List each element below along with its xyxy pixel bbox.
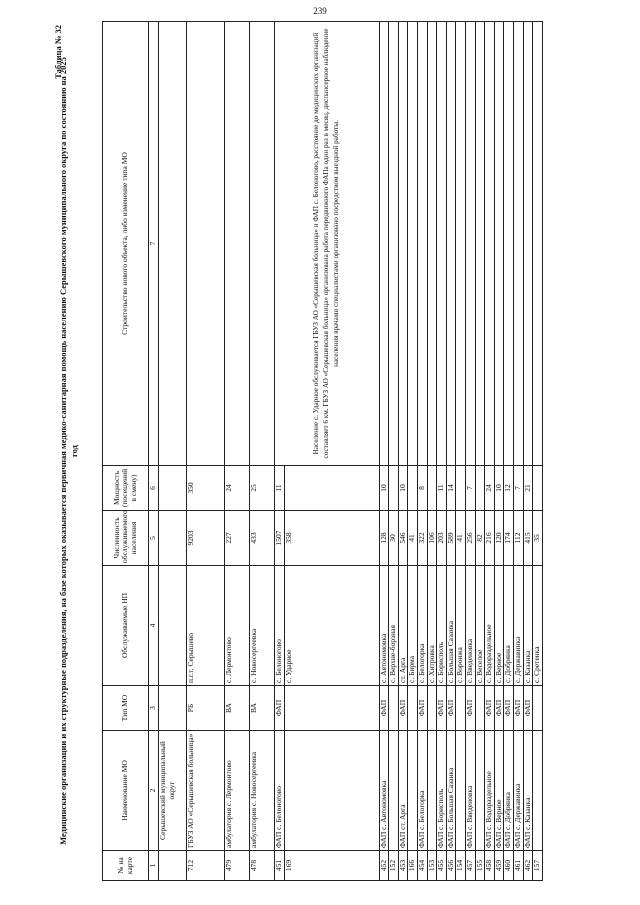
cell-build [417,22,427,466]
cell-np: с. Сретенка [533,566,543,686]
cell-build [513,22,523,466]
cell-num: 453 [398,851,408,881]
table-row [446,22,456,881]
cell-capacity: 10 [494,466,504,511]
cell-np: с. Веселое [475,566,485,686]
cell-build [389,22,399,466]
cell-num [159,851,187,881]
cell-np: с. Верное [494,566,504,686]
cell-mo-type: ФАП [437,686,447,731]
cell-mo-name [456,731,466,851]
cell-mo-type: ФАП [446,686,456,731]
cell-build [427,22,437,466]
col-number: 2 [149,731,159,851]
col-number: 6 [149,466,159,511]
cell-build [379,22,389,466]
cell-capacity: 11 [275,466,285,511]
table-body [149,22,543,881]
table-row [417,22,427,881]
cell-mo-name [533,731,543,851]
cell-mo-type: ФАП [504,686,514,731]
col-number: 3 [149,686,159,731]
cell-num: 451 [275,851,285,881]
cell-num: 155 [475,851,485,881]
cell-num: 461 [513,851,523,881]
column-number-row [149,22,159,881]
cell-np: с. Белогорка [417,566,427,686]
cell-build [533,22,543,466]
table-row [437,22,447,881]
cell-capacity [389,466,399,511]
cell-capacity: 14 [446,466,456,511]
header-cap: Мощность (посещений в смену) [103,466,149,511]
cell-build [398,22,408,466]
cell-population: 9203 [187,511,225,566]
cell-population: 433 [250,511,275,566]
cell-mo-type: ФАП [523,686,533,731]
cell-population: 174 [504,511,514,566]
table-row [504,22,514,881]
cell-np: с. Воронжа [456,566,466,686]
cell-np: с. Белоногово [275,566,285,686]
cell-note: Население с. Ударное обслуживается ГБУЗ АО «Серышевская больница» и ФАП с. Белоногово, расстояние до медицинских организаций составляет 6 км. ГБУЗ АО «Серышевская больница» организована работа передвижного ФАПа один раз в месяц, диспансерное наблюдение населения врачами специалистами организовано посредством выездной работы. [275,22,380,466]
header-num: № на карте [103,851,149,881]
cell-np: с. Лермонтово [225,566,250,686]
cell-population: 106 [427,511,437,566]
cell-mo-type: ФАП [275,686,285,731]
cell-num: 712 [187,851,225,881]
cell-np: с. Державинка [513,566,523,686]
district-name: Серышевский муниципальный округ [159,731,187,851]
table-row [275,22,285,881]
document-title: Медицинские организации и их структурные подразделения, на базе которых оказывается первичная медико-санитарная помощь населению Серышевского муниципального округа по состоянию на 2025 год [58,57,79,845]
cell-np: с. Водораздельное [485,566,495,686]
cell-mo-type: ФАП [379,686,389,731]
cell-np: с. Бирма [408,566,418,686]
header-type: Тип МО [103,686,149,731]
table-row [398,22,408,881]
col-number: 4 [149,566,159,686]
cell-mo-name: ФАП с. Большая Сазанка [446,731,456,851]
cell-mo-type: ВА [225,686,250,731]
cell-num: 459 [494,851,504,881]
cell-empty [159,22,187,466]
cell-build [250,22,275,466]
cell-mo-name: ФАП с. Автономовка [379,731,389,851]
cell-population: 216 [485,511,495,566]
cell-mo-name: ФАП с. Борисполь [437,731,447,851]
cell-np: с. Введеновка [465,566,475,686]
cell-np: с. Казанка [523,566,533,686]
cell-capacity: 7 [513,466,523,511]
cell-num: 456 [446,851,456,881]
table-row [513,22,523,881]
table-row [485,22,495,881]
cell-mo-name: ФАП с. Белогорка [417,731,427,851]
cell-np: с. Хитровка [427,566,437,686]
header-pop: Численность обслуживаемого населения [103,511,149,566]
cell-capacity: 10 [398,466,408,511]
cell-mo-name: ФАП с. Добрянка [504,731,514,851]
table-row [187,22,225,881]
cell-num: 452 [379,851,389,881]
cell-mo-type [456,686,466,731]
cell-np: ст. Арга [398,566,408,686]
table-row [456,22,466,881]
cell-mo-name [284,731,379,851]
col-number: 7 [149,22,159,466]
cell-mo-name: ФАП с. Верное [494,731,504,851]
cell-empty [159,686,187,731]
cell-build [523,22,533,466]
cell-build [485,22,495,466]
cell-population: 322 [417,511,427,566]
cell-num: 157 [533,851,543,881]
table-row [523,22,533,881]
cell-build [225,22,250,466]
cell-population: 203 [437,511,447,566]
cell-capacity: 24 [485,466,495,511]
cell-mo-name: амбулатория с. Новосергеевка [250,731,275,851]
cell-mo-name: ГБУЗ АО «Серышевская больница» [187,731,225,851]
cell-build [465,22,475,466]
cell-mo-name: амбулатория с. Лермонтово [225,731,250,851]
cell-population: 41 [408,511,418,566]
cell-empty [159,566,187,686]
cell-capacity: 11 [437,466,447,511]
cell-np: с. Ударное [284,566,379,686]
cell-population: 30 [389,511,399,566]
cell-np: с. Новосергеевка [250,566,275,686]
cell-population: 1507 [275,511,285,566]
cell-num: 153 [427,851,437,881]
cell-population: 41 [456,511,466,566]
cell-population: 589 [446,511,456,566]
cell-mo-type: РБ [187,686,225,731]
cell-mo-type: ФАП [465,686,475,731]
cell-mo-type: ФАП [485,686,495,731]
cell-empty [159,511,187,566]
table-row [408,22,418,881]
cell-build [446,22,456,466]
table-row [494,22,504,881]
cell-mo-name: ФАП с. Белоногово [275,731,285,851]
cell-capacity: 8 [417,466,427,511]
table-row [475,22,485,881]
cell-empty [159,466,187,511]
cell-np: с. Добрянка [504,566,514,686]
cell-np: п.г.т. Серышево [187,566,225,686]
cell-mo-name: ФАП ст. Арга [398,731,408,851]
cell-capacity [533,466,543,511]
cell-mo-type: ФАП [513,686,523,731]
header-build: Строительство нового объекта, либо изменение типа МО [103,22,149,466]
rotated-page-content [53,21,613,881]
cell-num: 479 [225,851,250,881]
cell-capacity: 10 [379,466,389,511]
table-row [465,22,475,881]
table-row [427,22,437,881]
cell-population: 256 [465,511,475,566]
cell-num: 457 [465,851,475,881]
table-label: Таблица № 32 [53,25,63,79]
col-number: 5 [149,511,159,566]
cell-mo-type: ФАП [494,686,504,731]
cell-num: 458 [485,851,495,881]
cell-np: с. Большая Сазанка [446,566,456,686]
cell-population: 35 [533,511,543,566]
cell-population: 546 [398,511,408,566]
cell-capacity: 24 [225,466,250,511]
cell-num: 166 [408,851,418,881]
cell-build [504,22,514,466]
cell-mo-type: ФАП [417,686,427,731]
cell-num: 454 [417,851,427,881]
district-row [159,22,187,881]
cell-num: 152 [389,851,399,881]
table-row [533,22,543,881]
cell-capacity: 350 [187,466,225,511]
cell-num: 460 [504,851,514,881]
cell-population: 358 [284,511,379,566]
cell-capacity [284,466,379,511]
cell-mo-type: ФАП [398,686,408,731]
cell-mo-type [533,686,543,731]
cell-mo-type [284,686,379,731]
table-container [102,21,543,881]
cell-capacity: 25 [250,466,275,511]
cell-num: 169 [284,851,379,881]
cell-population: 227 [225,511,250,566]
cell-build [408,22,418,466]
cell-mo-type: ВА [250,686,275,731]
cell-mo-name: ФАП с. Казанка [523,731,533,851]
table-row [225,22,250,881]
cell-mo-name: ФАП с. Водораздельное [485,731,495,851]
header-name: Наименование МО [103,731,149,851]
cell-population: 82 [475,511,485,566]
cell-np: с. Верхне-борзная [389,566,399,686]
table-row [250,22,275,881]
cell-population: 112 [513,511,523,566]
cell-mo-type [389,686,399,731]
cell-num: 154 [456,851,466,881]
cell-capacity: 7 [465,466,475,511]
cell-population: 128 [379,511,389,566]
cell-np: с. Борисполь [437,566,447,686]
cell-build [494,22,504,466]
cell-num: 462 [523,851,533,881]
cell-mo-name: ФАП с. Державинка [513,731,523,851]
cell-mo-name [389,731,399,851]
table-row [379,22,389,881]
cell-num: 455 [437,851,447,881]
cell-capacity: 21 [523,466,533,511]
table-row [389,22,399,881]
cell-num: 478 [250,851,275,881]
col-number: 1 [149,851,159,881]
cell-population: 120 [494,511,504,566]
medical-organizations-table [102,21,543,881]
cell-build [437,22,447,466]
cell-capacity: 12 [504,466,514,511]
page-number: 239 [313,6,327,16]
cell-build [456,22,466,466]
cell-mo-name: ФАП с. Введеновка [465,731,475,851]
cell-population: 415 [523,511,533,566]
cell-capacity [456,466,466,511]
header-np: Обслуживаемые НП [103,566,149,686]
cell-np: с. Автономовка [379,566,389,686]
cell-build [475,22,485,466]
cell-build [187,22,225,466]
